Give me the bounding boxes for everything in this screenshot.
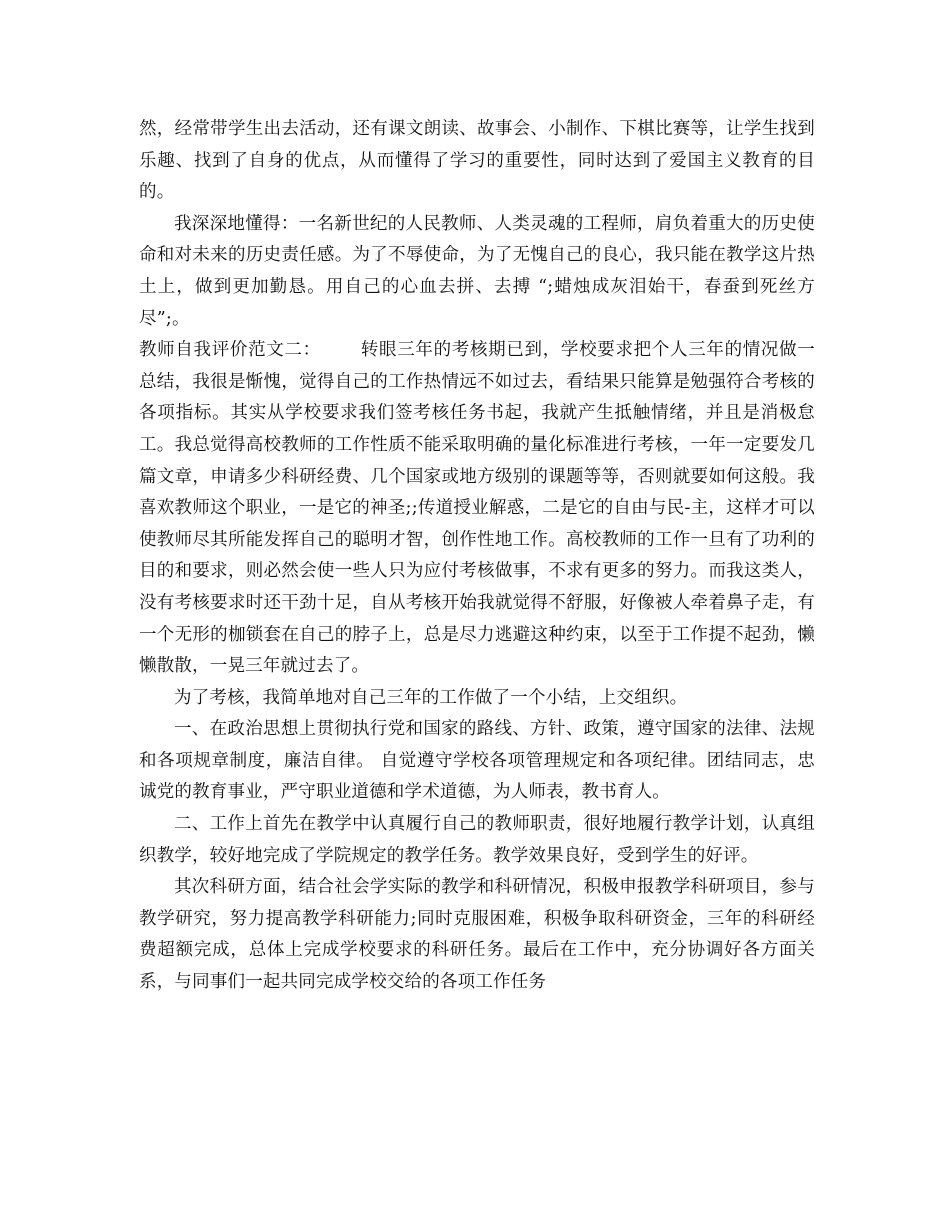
- document-body: [139, 114, 815, 999]
- paragraph-4: 为了考核，我简单地对自己三年的工作做了一个小结，上交组织。: [174, 687, 688, 708]
- paragraph-3-text: 转眼三年的考核期已到，学校要求把个人三年的情况做一总结，我很是惭愧，觉得自己的工作热情远不如过去，看结果只能算是勉强符合考核的各项指标。其实从学校要求我们签考核任务书起，我就产生抵触情绪，并且是消极怠工。我总觉得高校教师的工作性质不能采取明确的量化标准进行考核，一年一定要发几篇文章，申请多少科研经费、几个国家或地方级别的课题等等，否则就要如何这般。我喜欢教师这个职业，一是它的神圣;;传道授业解惑，二是它的自由与民-主，这样才可以使教师尽其所能发挥自己的聪明才智，创作性地工作。高校教师的工作一旦有了功利的目的和要求，则必然会使一些人只为应付考核做事，不求有更多的努力。而我这类人，没有考核要求时还干劲十足，自从考核开始我就觉得不舒服，好像被人牵着鼻子走，有一个无形的枷锁套在自己的脖子上，总是尽力逃避这种约束，以至于工作提不起劲，懒懒散散，一晃三年就过去了。: [139, 340, 816, 677]
- paragraph-3: [139, 335, 815, 683]
- section-heading: 教师自我评价范文二：: [139, 340, 321, 361]
- paragraph-2: 我深深地懂得：一名新世纪的人民教师、人类灵魂的工程师，肩负着重大的历史使命和对未来的历史责任感。为了不辱使命，为了无愧自己的良心，我只能在教学这片热土上，做到更加勤恳。用自己的心血去拼、去搏 “;蜡烛成灰泪始干，春蚕到死丝方尽”;。: [139, 213, 815, 329]
- paragraph-6: 二、工作上首先在教学中认真履行自己的教师职责，很好地履行教学计划，认真组织教学，较好地完成了学院规定的教学任务。教学效果良好，受到学生的好评。: [139, 814, 815, 866]
- paragraph-7: 其次科研方面，结合社会学实际的教学和科研情况，积极申报教学科研项目，参与教学研究，努力提高教学科研能力;同时克服困难，积极争取科研资金，三年的科研经费超额完成，总体上完成学校要求的科研任务。最后在工作中，充分协调好各方面关系，与同事们一起共同完成学校交给的各项工作任务: [139, 877, 815, 993]
- paragraph-1: 然，经常带学生出去活动，还有课文朗读、故事会、小制作、下棋比赛等，让学生找到乐趣、找到了自身的优点，从而懂得了学习的重要性，同时达到了爱国主义教育的目的。: [139, 119, 815, 203]
- paragraph-5: 一、在政治思想上贯彻执行党和国家的路线、方针、政策，遵守国家的法律、法规和各项规章制度，廉洁自律。 自觉遵守学校各项管理规定和各项纪律。团结同志，忠诚党的教育事业，严守职业道德和学术道德，为人师表，教书育人。: [139, 719, 815, 803]
